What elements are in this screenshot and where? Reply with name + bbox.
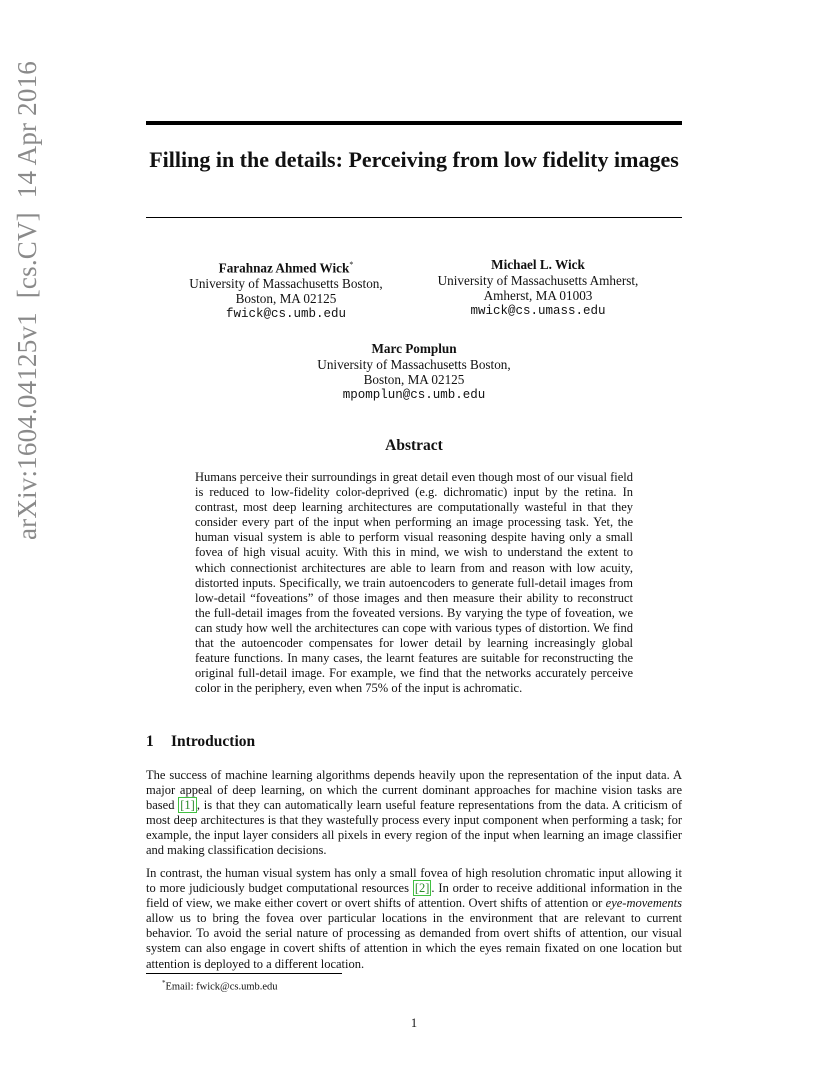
author-affiliation: University of Massachusetts Boston, (317, 356, 511, 372)
author-email: mpomplun@cs.umb.edu (342, 387, 486, 402)
author-block-1 (176, 257, 396, 322)
page-number: 1 (410, 1016, 418, 1030)
paragraph-text: The success of machine learning algorithms depends heavily upon the representation of the input data. A major appeal of deep learning, on which the current dominant approaches for machine vision tasks are based (146, 768, 682, 813)
author-affiliation: University of Massachusetts Boston, (189, 275, 383, 291)
paragraph-text: In contrast, the human visual system has only a small fovea of high resolution chromatic input allowing it to more judiciously budget computational resources (146, 866, 682, 896)
section-title: Introduction (171, 733, 256, 750)
arxiv-stamp (12, 61, 43, 540)
author-footnote-mark: * (349, 260, 354, 269)
footnote-mark: * (162, 979, 166, 987)
author-address: Boston, MA 02125 (235, 291, 337, 307)
author-address: Boston, MA 02125 (363, 372, 465, 387)
section-number: 1 (146, 733, 154, 750)
author-name: Michael L. Wick (491, 257, 585, 272)
intro-paragraph-1 (146, 768, 682, 859)
footnote-rule (146, 973, 342, 974)
title-top-rule (146, 121, 682, 125)
author-email: fwick@cs.umb.edu (225, 306, 347, 321)
author-name: Marc Pomplun (371, 341, 457, 356)
author-name: Farahnaz Ahmed Wick (218, 260, 350, 276)
arxiv-category: [cs.CV] (12, 212, 42, 299)
paragraph-text: . In order to receive additional information in the field of view, we make either covert or overt shifts of attention. Overt shifts of attention or (146, 881, 682, 911)
paragraph-text: , is that they can automatically learn useful feature representations from the data. A criticism of most deep architectures is that they wastefully process every input component when performing a task; for example, the input layer considers all pixels in every region of the input when learning an image classifier and making classification decisions. (146, 798, 682, 858)
author-block-3 (304, 341, 524, 403)
author-block-2 (428, 257, 648, 319)
arxiv-id: arXiv:1604.04125v1 (12, 312, 42, 540)
citation-link[interactable]: [2] (414, 881, 430, 896)
arxiv-date: 14 Apr 2016 (12, 61, 42, 199)
footnote (146, 977, 278, 994)
paragraph-text: allow us to bring the fovea over particular locations in the environment that are relevant to current behavior. To avoid the serial nature of processing as demanded from overt shifts of attention, our visual system can also engage in covert shifts of attention in which the eyes remain fixated on one location but attention is deployed to a different location. (146, 911, 682, 971)
paper-title: Filling in the details: Perceiving from low fidelity images (149, 147, 679, 172)
title-bottom-rule (146, 217, 682, 218)
intro-paragraph-2 (146, 866, 682, 972)
abstract-text: Humans perceive their surroundings in great detail even though most of our visual field is reduced to low-fidelity color-deprived (e.g. dichromatic) input by the retina. In contrast, most deep learning architectures are computationally wasteful in that they consider every part of the input when performing an image processing task. Yet, the human visual system is able to perform visual reasoning despite having only a small fovea of high visual acuity. With this in mind, we wish to understand the extent to which connectionist architectures are able to learn from and reason with low acuity, distorted inputs. Specifically, we train autoencoders to generate full-detail images from low-detail “foveations” of those images and then measure their ability to reconstruct the full-detail images from the foveated versions. By varying the type of foveation, we can study how well the architectures can cope with various types of distortion. We find that the autoencoder compensates for lower detail by learning increasingly global feature functions. In many cases, the learnt features are suitable for reconstructing the original full-detail image. For example, we find that the networks accurately perceive color in the periphery, even when 75% of the input is achromatic. (195, 470, 633, 696)
author-affiliation: University of Massachusetts Amherst, (437, 272, 639, 288)
author-email: mwick@cs.umass.edu (470, 303, 606, 318)
section-heading (146, 733, 255, 751)
author-address: Amherst, MA 01003 (483, 288, 593, 303)
footnote-text: Email: fwick@cs.umb.edu (165, 981, 278, 993)
abstract-heading: Abstract (385, 437, 443, 454)
citation-link[interactable]: [1] (180, 798, 195, 813)
emphasized-text: eye-movements (605, 896, 682, 911)
